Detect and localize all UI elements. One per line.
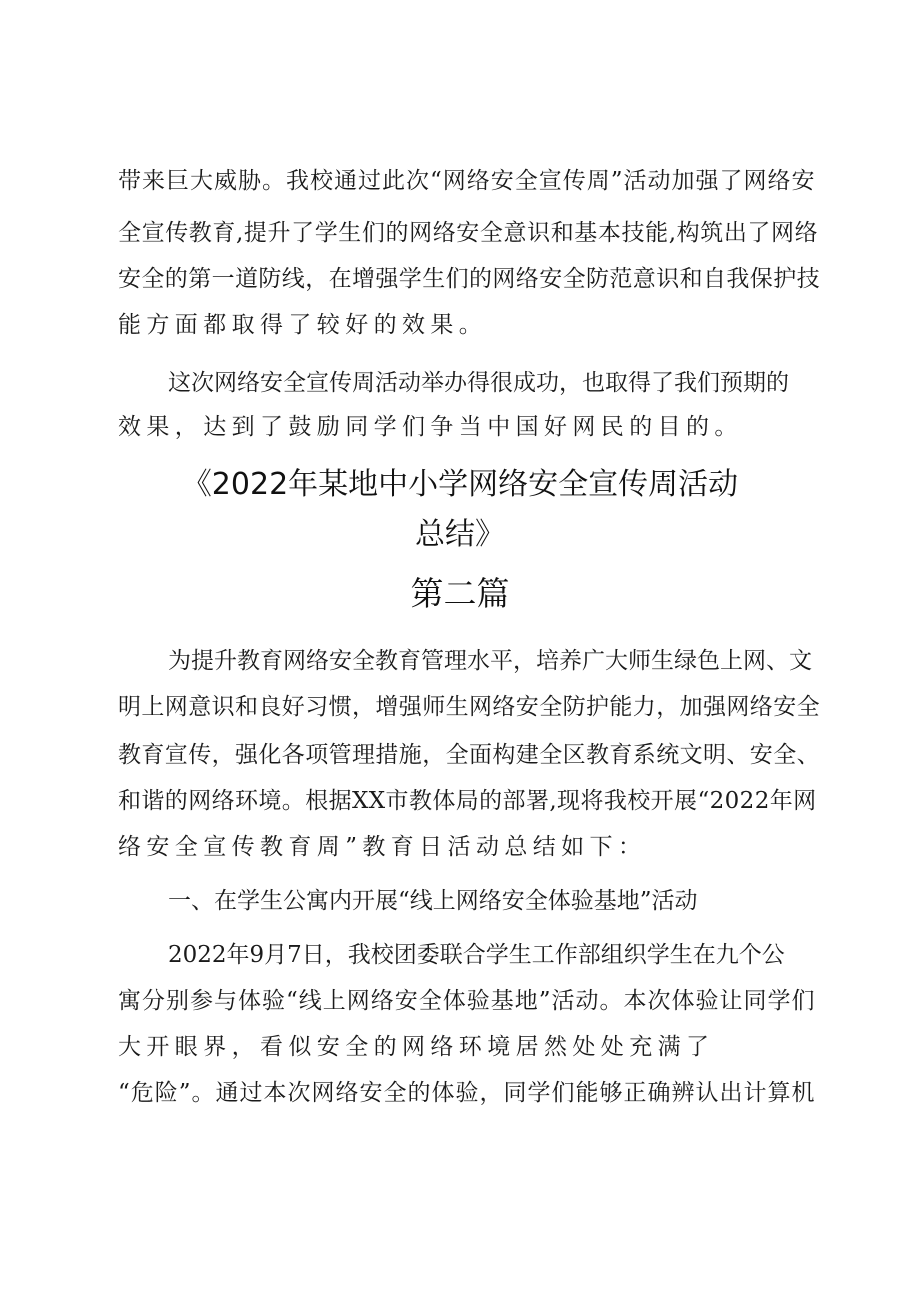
paragraph-1-line-3: 安全的第一道防线，在增强学生们的网络安全防范意识和自我保护技 <box>118 266 820 292</box>
paragraph-4-line-3: 大开眼界，看似安全的网络环境居然处处充满了 <box>118 1034 715 1060</box>
paragraph-4-line-4: “危险”。通过本次网络安全的体验，同学们能够正确辨认出计算机 <box>118 1080 816 1106</box>
paragraph-1-line-4: 能方面都取得了较好的效果。 <box>118 312 488 338</box>
paragraph-3-line-5: 络安全宣传教育周”教育日活动总结如下： <box>118 834 647 860</box>
paragraph-3-line-4: 和谐的网络环境。根据XX市教体局的部署,现将我校开展“2022年网 <box>118 788 817 814</box>
paragraph-1-line-2: 全宣传教育,提升了学生们的网络安全意识和基本技能,构筑出了网络 <box>118 220 819 246</box>
paragraph-4-line-1: 2022年9月7日，我校团委联合学生工作部组织学生在九个公 <box>168 942 785 968</box>
paragraph-3-line-3: 教育宣传，强化各项管理措施，全面构建全区教育系统文明、安全、 <box>118 742 820 768</box>
paragraph-2-line-1: 这次网络安全宣传周活动举办得很成功，也取得了我们预期的 <box>168 370 789 396</box>
paragraph-4-line-2: 寓分别参与体验“线上网络安全体验基地”活动。本次体验让同学们 <box>118 988 816 1014</box>
section-1-heading: 一、在学生公寓内开展“线上网络安全体验基地”活动 <box>168 888 698 914</box>
paragraph-2-line-2: 效果，达到了鼓励同学们争当中国好网民的目的。 <box>118 414 743 440</box>
document-title-line-1: 《2022年某地中小学网络安全宣传周活动 <box>181 467 739 502</box>
paragraph-3-line-1: 为提升教育网络安全教育管理水平，培养广大师生绿色上网、文 <box>168 648 812 674</box>
section-subtitle: 第二篇 <box>410 574 510 613</box>
paragraph-1-line-1: 带来巨大威胁。我校通过此次“网络安全宣传周”活动加强了网络安 <box>118 168 816 194</box>
document-title-line-2: 总结》 <box>415 517 505 552</box>
paragraph-3-line-2: 明上网意识和良好习惯，增强师生网络安全防护能力，加强网络安全 <box>118 694 820 720</box>
